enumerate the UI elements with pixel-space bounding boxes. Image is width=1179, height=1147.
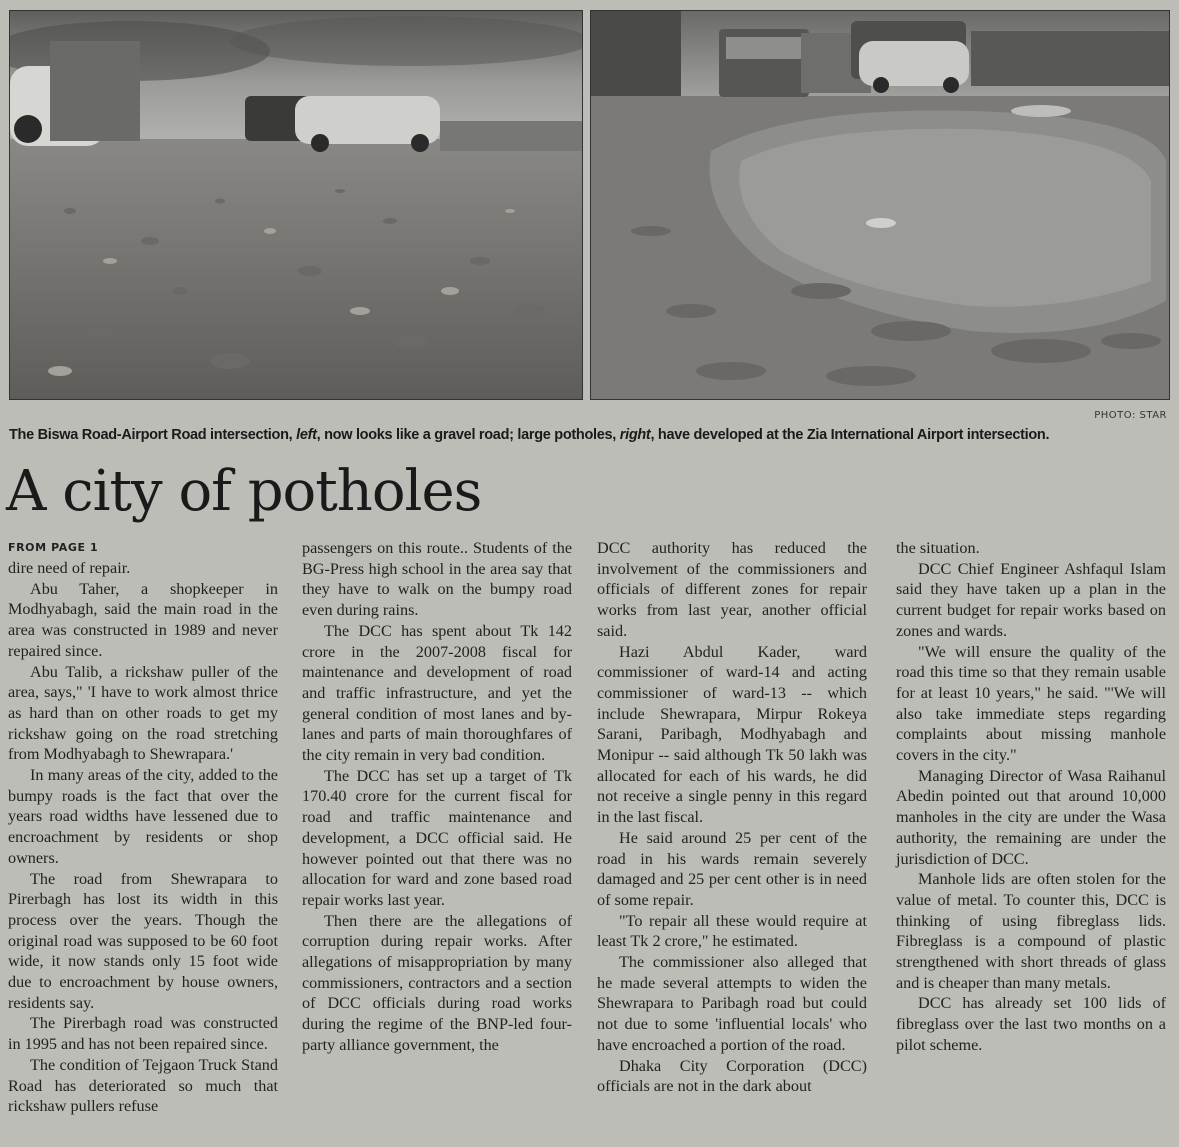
paragraph: the situation.: [896, 539, 980, 557]
photo-right: [590, 10, 1170, 400]
paragraph: Then there are the allegations of corruption during repair works. After allegations of misappropriation by many commissioners, contractors and a section of DCC officials during road works during the regime of the BNP-led four-party alliance government, the: [302, 911, 572, 1054]
paragraph: The DCC has set up a target of Tk 170.40 crore for the current fiscal for road and traffic maintenance and development, a DCC official said. He however pointed out that there was no allocation for ward and zone based road repair works last year.: [302, 766, 572, 909]
paragraph: DCC has already set 100 lids of fibreglass over the last two months on a pilot scheme.: [896, 994, 1166, 1054]
paragraph: The commissioner also alleged that he made several attempts to widen the Shewrapara to Paribagh road but could not due to some 'influential locals' who have encroached a portion of the road.: [597, 953, 867, 1054]
paragraph: Hazi Abdul Kader, ward commissioner of ward-14 and acting commissioner of ward-13 -- which include Shewrapara, Mirpur Rokeya Sarani, Paribagh, Modhyabagh and Monipur -- said although Tk 50 lakh was allocated for each of his wards, he did not receive a single penny in this regard in the last fiscal.: [597, 642, 867, 827]
paragraph: DCC authority has reduced the involvement of the commissioners and officials of different zones for repair works from last year, another official said.: [597, 539, 867, 640]
pothole-image: [591, 11, 1169, 399]
photo-credit: PHOTO: STAR: [1094, 410, 1167, 421]
paragraph: The road from Shewrapara to Pirerbagh has lost its width in this process over the years. Though the original road was supposed to be 60 foot wide, it now stands only 15 foot wide due to encroachment by house owners, residents say.: [8, 869, 278, 1012]
paragraph: "We will ensure the quality of the road this time so that they remain usable for at least 10 years," he said. "'We will also take immediate steps regarding complaints about missing manhole covers in the city.": [896, 642, 1166, 765]
photo-left: [9, 10, 583, 400]
article-column-1: [8, 538, 278, 1117]
paragraph: Abu Taher, a shopkeeper in Modhyabagh, said the main road in the area was constructed in 1989 and never repaired since.: [8, 579, 278, 660]
article-column-3: [597, 538, 867, 1097]
paragraph: Manhole lids are often stolen for the value of metal. To counter this, DCC is thinking of using fibreglass lids. Fibreglass is a compound of plastic strengthened with short threads of glass and is cheaper than many metals.: [896, 870, 1166, 992]
paragraph: In many areas of the city, added to the bumpy roads is the fact that over the years road widths have lessened due to encroachment by residents or shop owners.: [8, 766, 278, 867]
article-column-2: [302, 538, 572, 1056]
kicker: FROM PAGE 1: [8, 541, 99, 554]
paragraph: DCC Chief Engineer Ashfaqul Islam said they have taken up a plan in the current budget for repair works based on zones and wards.: [896, 559, 1166, 640]
paragraph: "To repair all these would require at least Tk 2 crore," he estimated.: [597, 911, 867, 951]
headline: A city of potholes: [6, 459, 482, 524]
caption-left-word: left: [296, 427, 317, 443]
paragraph: passengers on this route.. Students of the BG-Press high school in the area say that they have to walk on the bumpy road even during rains.: [302, 539, 572, 620]
paragraph: The DCC has spent about Tk 142 crore in the 2007-2008 fiscal for maintenance and development of road and traffic infrastructure, and yet the general condition of most lanes and by-lanes and parts of main thoroughfares of the city remain in very bad condition.: [302, 621, 572, 765]
paragraph: He said around 25 per cent of the road in his wards remain severely damaged and 25 per cent other is in need of some repair.: [597, 828, 867, 909]
article-column-4: [896, 538, 1166, 1056]
caption-text-3: , have developed at the Zia International Airport intersection.: [650, 427, 1050, 443]
caption-text-2: , now looks like a gravel road; large potholes,: [316, 427, 620, 443]
caption-right-word: right: [619, 427, 651, 443]
paragraph: The Pirerbagh road was constructed in 1995 and has not been repaired since.: [8, 1014, 278, 1054]
paragraph: The condition of Tejgaon Truck Stand Road has deteriorated so much that rickshaw pullers refuse: [8, 1055, 278, 1116]
paragraph: dire need of repair.: [8, 559, 131, 577]
paragraph: Dhaka City Corporation (DCC) officials are not in the dark about: [597, 1056, 867, 1096]
paragraph: Abu Talib, a rickshaw puller of the area, says," 'I have to work almost thrice as hard than on other roads to get my rickshaw going on the road stretching from Modhyabagh to Shewrapara.': [8, 662, 278, 764]
photo-caption: [9, 427, 1169, 443]
paragraph: Managing Director of Wasa Raihanul Abedin pointed out that around 10,000 manholes in the city are under the Wasa authority, the remaining are under the jurisdiction of DCC.: [896, 766, 1166, 868]
caption-text-1: The Biswa Road-Airport Road intersection,: [9, 427, 297, 443]
gravel-road-image: [10, 11, 582, 399]
